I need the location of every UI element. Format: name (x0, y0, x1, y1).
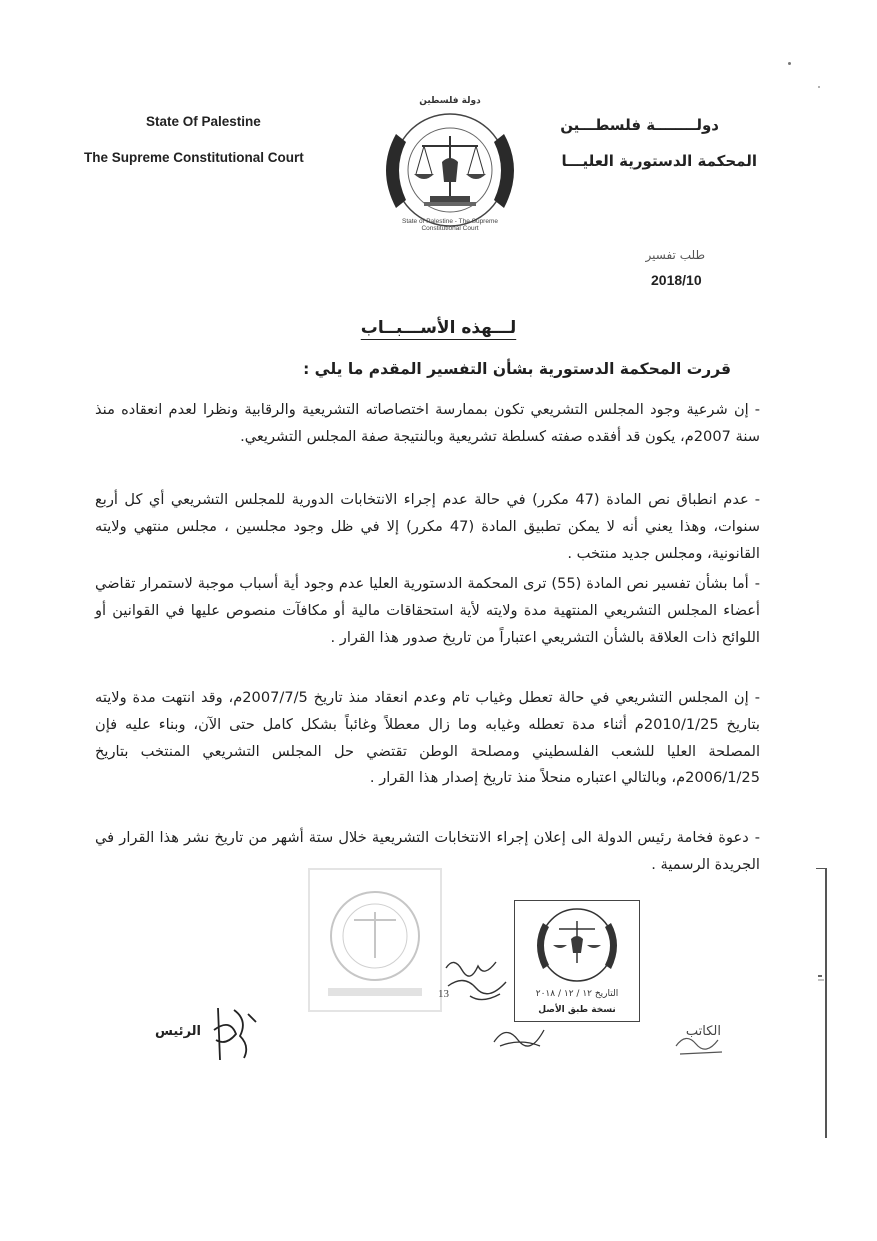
court-emblem (372, 96, 528, 236)
reference-label: طلب تفسير (645, 248, 705, 262)
scan-speck (788, 62, 791, 65)
scales-of-justice-emblem-icon (372, 100, 528, 236)
faded-stamp-seal-icon (310, 870, 440, 1010)
header-en-court: The Supreme Constitutional Court (84, 150, 304, 165)
emblem-bottom-text: State of Palestine - The Supreme Constitutional Court (402, 218, 498, 232)
ruling-text: عدم انطباق نص المادة (47 مكرر) في حالة عدم إجراء الانتخابات الدورية للمجلس التشريعي أي كل أربع سنوات، وهذا يعني أنه لا يمكن تطبيق المادة (47 مكرر) إلا في ظل وجود مجلسين ، مجلس منتهي ولايته القانونية، ومجلس جديد منتخب . (95, 491, 760, 562)
ruling-item: -إن شرعية وجود المجلس التشريعي تكون بممارسة اختصاصاته التشريعية والرقابية ونظرا لعدم انعقاده منذ سنة 2007م، يكون قد أفقده صفته كسلطة تشريعية وبالنتيجة صفة المجلس التشريعي. (95, 401, 760, 445)
ruling-text: دعوة فخامة رئيس الدولة الى إعلان إجراء الانتخابات التشريعية خلال ستة أشهر من تاريخ نشر هذا القرار في الجريدة الرسمية . (95, 829, 760, 873)
reference-number: 2018/10 (651, 272, 702, 288)
ruling-text: إن المجلس التشريعي في حالة تعطل وغياب تام وعدم انعقاد منذ تاريخ 2007/7/5م، وقد انتهت مدة ولايته بتاريخ 2010/1/25م أثناء مدة تعطله وغيابه وما زال معطلاً وغائباً بشكل كامل حتى الآن، وبناء عليه فإن المصلحة العليا للشعب الفلسطيني ومصلحة الوطن تقتضي حل المجلس التشريعي المنتخب بتاريخ 2006/1/25م، وبالتالي اعتباره منحلاً منذ تاريخ إصدار هذا القرار . (95, 689, 760, 787)
clerk-label: الكاتب (685, 1024, 721, 1039)
stamp-date: التاريخ ١٢ / ١٢ / ٢٠١٨ (535, 989, 619, 999)
ruling-item: -إن المجلس التشريعي في حالة تعطل وغياب تام وعدم انعقاد منذ تاريخ 2007/7/5م، وقد انتهت مدة ولايته بتاريخ 2010/1/25م أثناء مدة تعطله وغيابه وما زال معطلاً وغائباً بشكل كامل حتى الآن، وبناء عليه فإن المصلحة العليا للشعب الفلسطيني ومصلحة الوطن تقتضي حل المجلس التشريعي المنتخب بتاريخ 2006/1/25م، وبالتالي اعتباره منحلاً منذ تاريخ إصدار هذا القرار . (95, 689, 760, 787)
ruling-text: إن شرعية وجود المجلس التشريعي تكون بممارسة اختصاصاته التشريعية والرقابية ونظرا لعدم انعقاده منذ سنة 2007م، يكون قد أفقده صفته كسلطة تشريعية وبالنتيجة صفة المجلس التشريعي. (95, 401, 760, 445)
stamp-certified-copy: نسخة طبق الأصل (538, 1005, 616, 1015)
header-ar-country: دولــــــــة فلسطـــين (560, 116, 719, 134)
page-number: 13 (438, 988, 449, 1000)
ruling-text: أما بشأن تفسير نص المادة (55) ترى المحكمة الدستورية العليا عدم وجود أية أسباب موجبة لاستمرار تقاضي أعضاء المجلس التشريعي المنتهية مدة ولايته لأية استحقاقات مالية أو مكافآت منصوص عليها في القوانين أو اللوائح ذات العلاقة بالشأن التشريعي اعتباراً من تاريخ صدور هذا القرار . (95, 575, 760, 646)
scan-speck (818, 86, 820, 88)
clerk-signature-scribble-icon (490, 1018, 550, 1052)
header-ar-court: المحكمة الدستورية العليـــا (561, 152, 757, 170)
ruling-item: -عدم انطباق نص المادة (47 مكرر) في حالة عدم إجراء الانتخابات الدورية للمجلس التشريعي أي كل أربع سنوات، وهذا يعني أنه لا يمكن تطبيق المادة (47 مكرر) إلا في ظل وجود مجلسين ، مجلس منتهي ولايته القانونية، ومجلس جديد منتخب . (95, 491, 760, 562)
emblem-top-text: دولة فلسطين (419, 96, 481, 106)
stamp-seal-icon (515, 901, 639, 985)
member-signature-icon (440, 952, 520, 1012)
section-heading: لـــهذه الأســـبــاب (360, 318, 517, 338)
scan-margin-bracket-icon (808, 868, 832, 1148)
header-en-country: State Of Palestine (146, 114, 261, 129)
faded-court-stamp (308, 868, 442, 1012)
section-subheading: قررت المحكمة الدستورية بشأن التفسير المقدم ما يلي : (303, 360, 731, 378)
president-label: الرئيس (155, 1024, 201, 1039)
court-certified-stamp (514, 900, 640, 1022)
president-signature-icon (204, 1000, 262, 1064)
ruling-item: -دعوة فخامة رئيس الدولة الى إعلان إجراء الانتخابات التشريعية خلال ستة أشهر من تاريخ نشر هذا القرار في الجريدة الرسمية . (95, 829, 760, 873)
ruling-item: -أما بشأن تفسير نص المادة (55) ترى المحكمة الدستورية العليا عدم وجود أية أسباب موجبة لاستمرار تقاضي أعضاء المجلس التشريعي المنتهية مدة ولايته لأية استحقاقات مالية أو مكافآت منصوص عليها في القوانين أو اللوائح ذات العلاقة بالشأن التشريعي اعتباراً من تاريخ صدور هذا القرار . (95, 575, 760, 646)
